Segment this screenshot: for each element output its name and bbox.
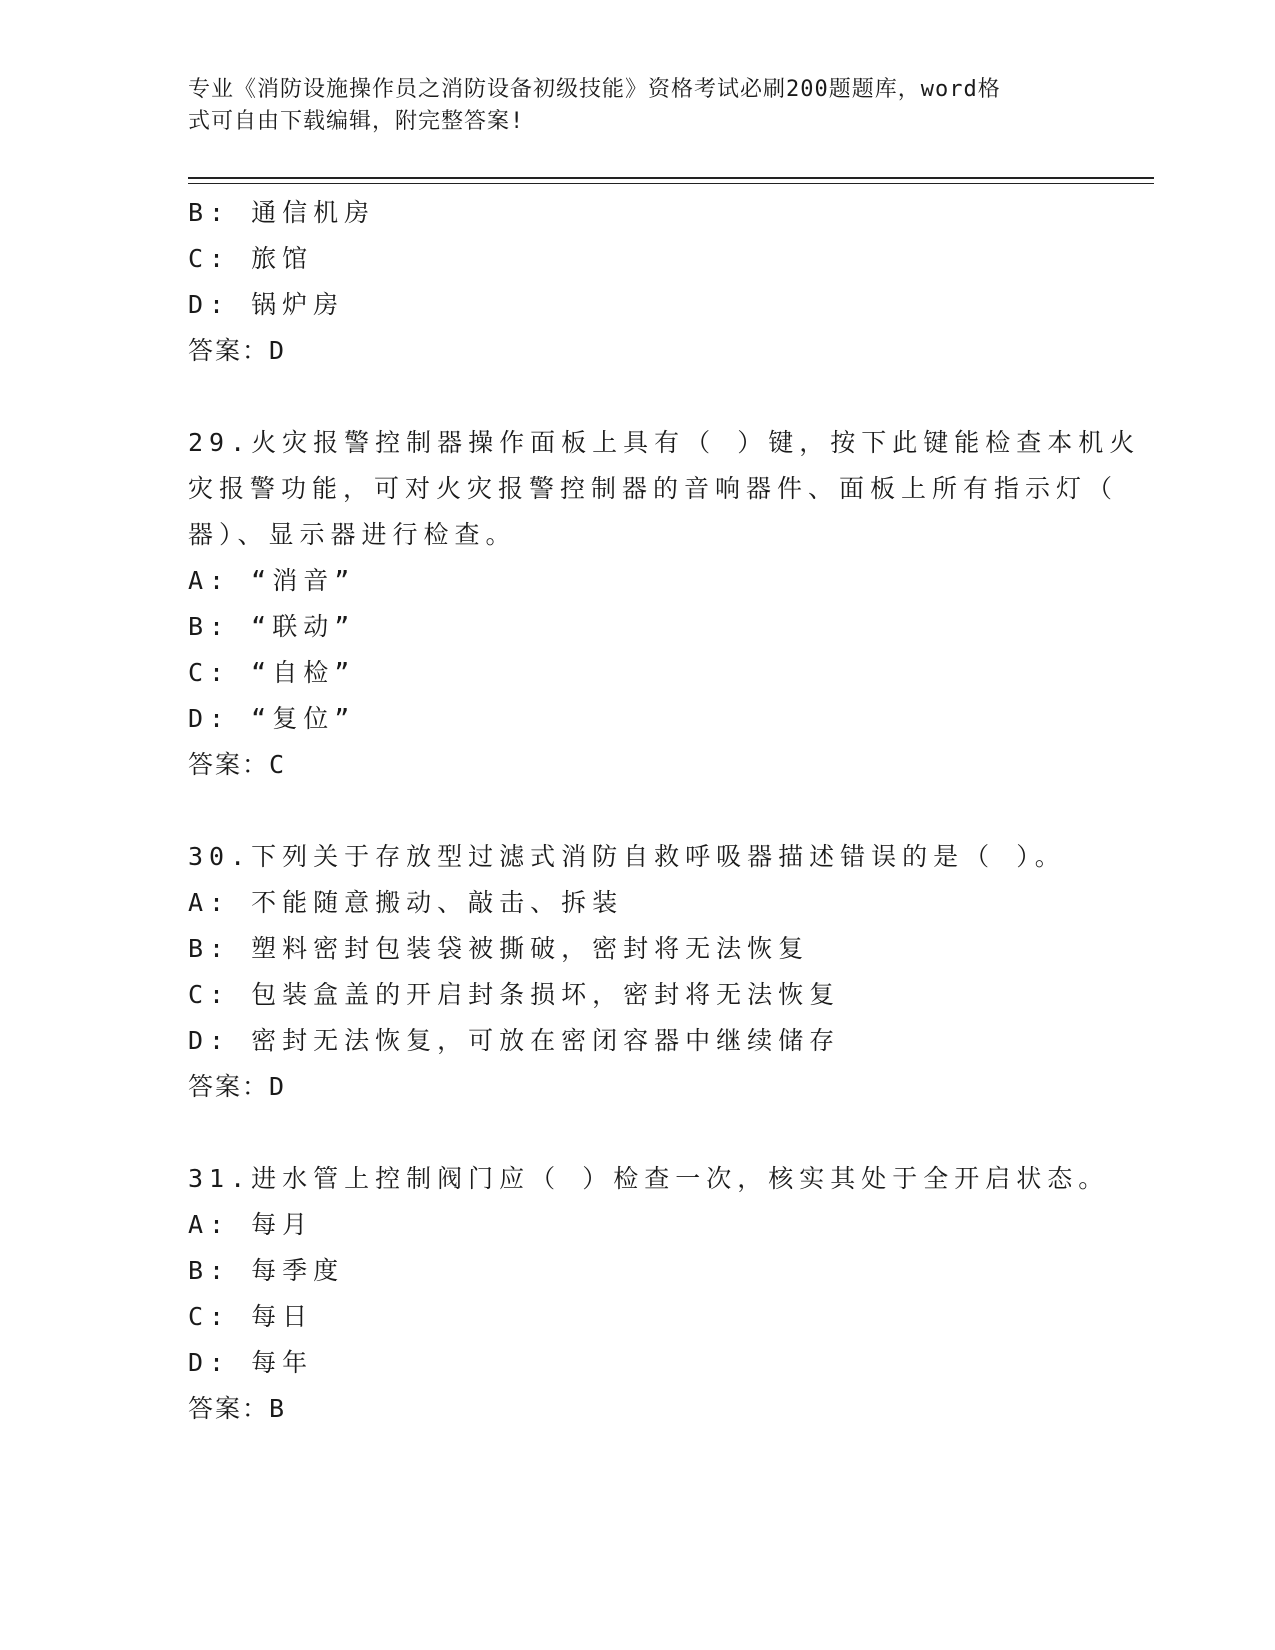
option-c: C: 包装盒盖的开启封条损坏，密封将无法恢复 — [188, 980, 841, 1009]
option-d: D: 锅炉房 — [188, 290, 345, 319]
option-c: C: 每日 — [188, 1302, 314, 1331]
question-stem: 灾报警功能，可对火灾报警控制器的音响器件、面板上所有指示灯（ — [188, 474, 1119, 503]
option-a: A: 每月 — [188, 1210, 314, 1239]
option-a: A: “消音” — [188, 566, 356, 595]
spacer — [188, 374, 1088, 420]
question-29 — [188, 420, 1141, 788]
option-d: D: 每年 — [188, 1348, 314, 1377]
header-divider-thick — [188, 177, 1154, 179]
answer: 答案：C — [188, 750, 287, 779]
spacer — [188, 788, 1088, 834]
option-d: D: “复位” — [188, 704, 356, 733]
answer: 答案：D — [188, 336, 287, 365]
question-31 — [188, 1156, 1110, 1432]
question-30 — [188, 834, 1088, 1110]
question-stem: 29.火灾报警控制器操作面板上具有（ ）键，按下此键能检查本机火 — [188, 428, 1141, 457]
option-b: B: 塑料密封包装袋被撕破，密封将无法恢复 — [188, 934, 810, 963]
answer: 答案：D — [188, 1072, 287, 1101]
document-header — [188, 74, 1088, 138]
header-divider-thin — [188, 183, 1154, 184]
option-b: B: “联动” — [188, 612, 356, 641]
option-c: C: “自检” — [188, 658, 356, 687]
question-stem: 31.进水管上控制阀门应（ ）检查一次，核实其处于全开启状态。 — [188, 1164, 1110, 1193]
question-list — [188, 190, 1141, 1432]
spacer — [188, 1110, 1088, 1156]
header-line-2: 式可自由下载编辑，附完整答案! — [188, 109, 525, 134]
answer: 答案：B — [188, 1394, 287, 1423]
option-a: A: 不能随意搬动、敲击、拆装 — [188, 888, 624, 917]
option-d: D: 密封无法恢复，可放在密闭容器中继续储存 — [188, 1026, 841, 1055]
question-stem: 30.下列关于存放型过滤式消防自救呼吸器描述错误的是（ ）。 — [188, 842, 1066, 871]
header-line-1: 专业《消防设施操作员之消防设备初级技能》资格考试必刷200题题库，word格 — [188, 77, 1001, 102]
option-b: B: 通信机房 — [188, 198, 376, 227]
option-c: C: 旅馆 — [188, 244, 314, 273]
question-28-continuation — [188, 190, 1088, 374]
question-stem: 器）、显示器进行检查。 — [188, 520, 517, 549]
option-b: B: 每季度 — [188, 1256, 345, 1285]
